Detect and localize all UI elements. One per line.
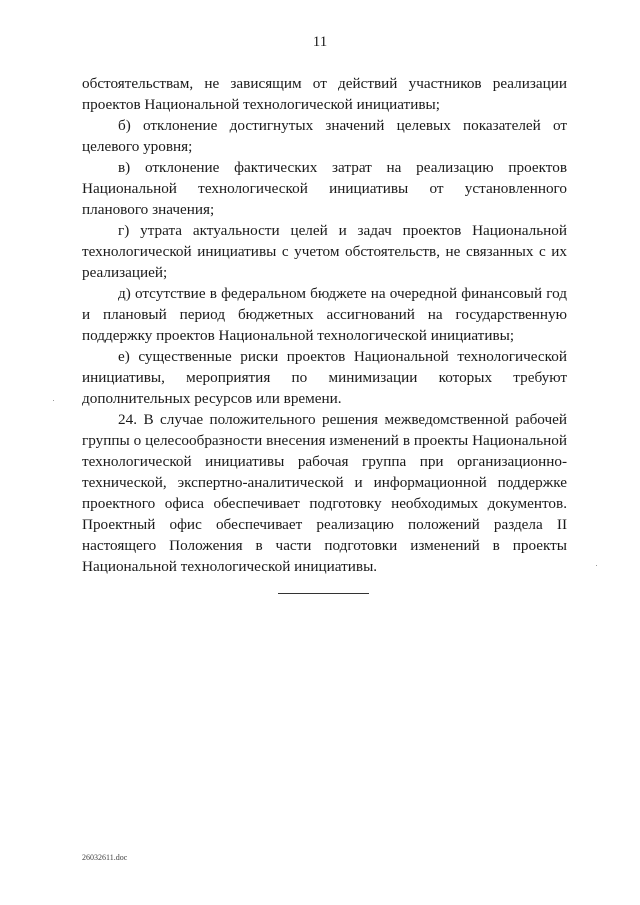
- list-item-d: д) отсутствие в федеральном бюджете на очередной финансовый год и плановый период бюджетных ассигнований на государственную поддержку проектов Национальной технологической инициативы;: [82, 285, 567, 344]
- end-separator-line: [278, 593, 369, 594]
- list-item-b: б) отклонение достигнутых значений целевых показателей от целевого уровня;: [82, 117, 567, 155]
- scan-speck: [596, 565, 597, 566]
- clause-24: 24. В случае положительного решения межведомственной рабочей группы о целесообразности внесения изменений в проекты Национальной технологической инициативы рабочая группа при организационно-технической, экспертно-аналитической и информационной поддержке проектного офиса обеспечивает подготовку необходимых документов. Проектный офис обеспечивает реализацию положений раздела II настоящего Положения в части подготовки изменений в проекты Национальной технологической инициативы.: [82, 411, 567, 575]
- list-item-v: в) отклонение фактических затрат на реализацию проектов Национальной технологической инициативы от установленного планового значения;: [82, 159, 567, 218]
- list-item-g: г) утрата актуальности целей и задач проектов Национальной технологической инициативы с учетом обстоятельств, не связанных с их реализацией;: [82, 222, 567, 281]
- page-number: 11: [312, 34, 328, 50]
- list-item-e: е) существенные риски проектов Национальной технологической инициативы, мероприятия по минимизации которых требуют дополнительных ресурсов или времени.: [82, 348, 567, 407]
- footer-document-code: 26032611.doc: [82, 853, 128, 862]
- document-body: [82, 73, 567, 577]
- scan-speck: [53, 400, 54, 401]
- paragraph-continuation: обстоятельствам, не зависящим от действий участников реализации проектов Национальной технологической инициативы;: [82, 75, 567, 113]
